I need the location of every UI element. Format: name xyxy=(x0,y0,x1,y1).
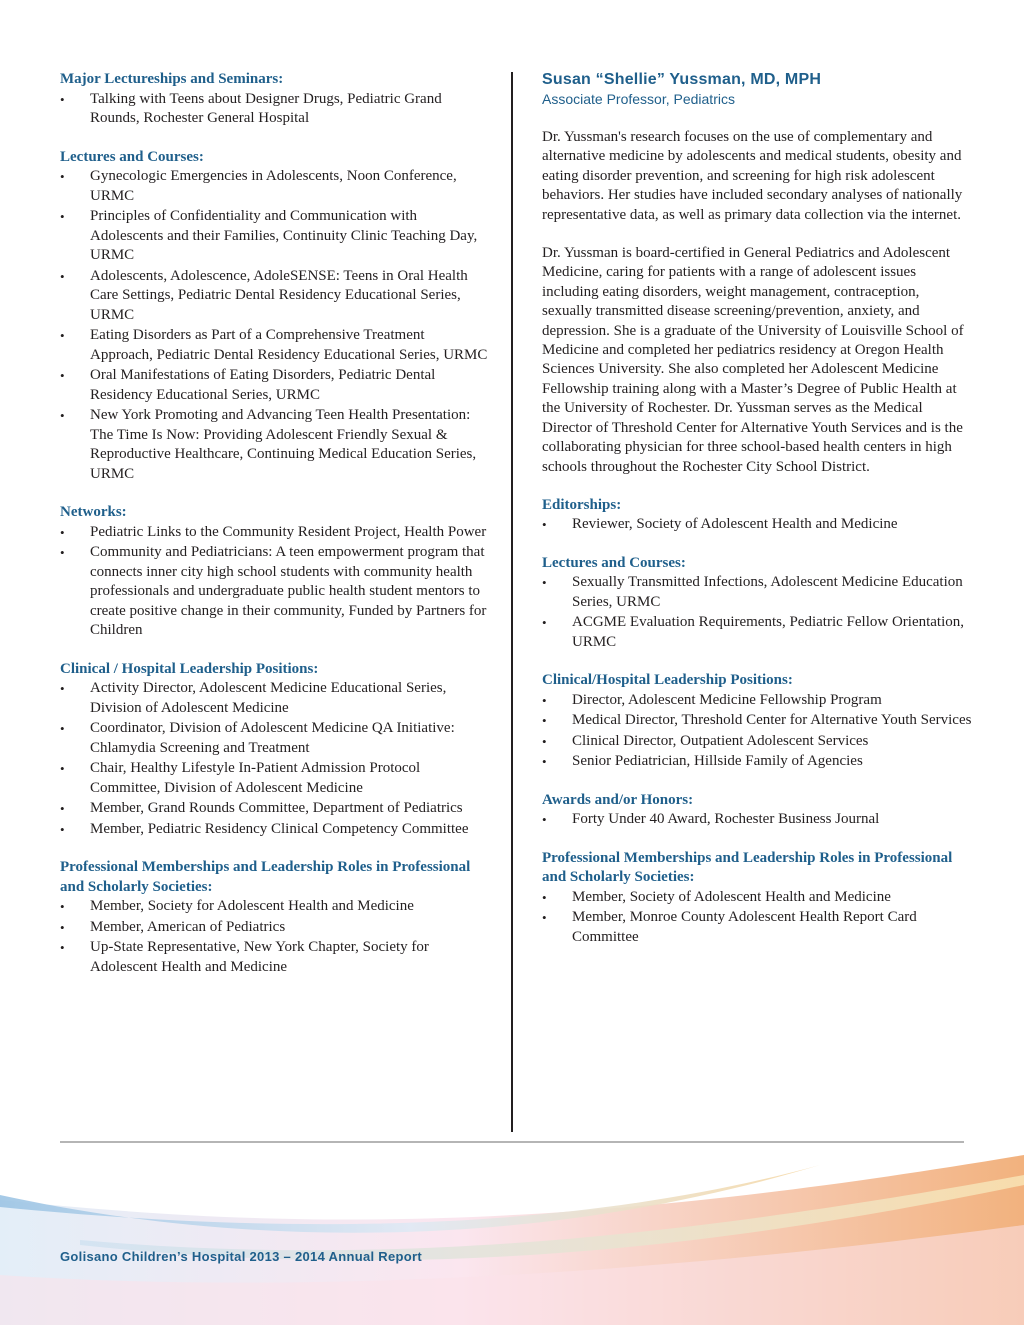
list-item xyxy=(60,938,490,977)
list-item-text: Talking with Teens about Designer Drugs, Pediatric Grand Rounds, Rochester General Hospital xyxy=(90,90,442,126)
list-item xyxy=(60,366,490,405)
bullet-icon: • xyxy=(60,821,65,837)
list-item-text: Member, Grand Rounds Committee, Department of Pediatrics xyxy=(90,800,463,816)
list-item-text: Up-State Representative, New York Chapter, Society for Adolescent Health and Medicine xyxy=(90,939,429,975)
faculty-role: Associate Professor, Pediatrics xyxy=(542,91,735,107)
section-heading: Professional Memberships and Leadership Roles in Professional and Scholarly Societies: xyxy=(60,859,471,895)
list-item xyxy=(542,752,972,772)
bullet-list xyxy=(60,90,490,129)
list-item xyxy=(60,759,490,798)
section-heading: Major Lectureships and Seminars: xyxy=(60,71,284,87)
right-section xyxy=(542,791,972,830)
bullet-icon: • xyxy=(60,919,65,935)
list-item-text: Senior Pediatrician, Hillside Family of Agencies xyxy=(572,753,863,770)
bullet-icon: • xyxy=(60,408,65,423)
section-heading: Editorships: xyxy=(542,496,622,513)
bullet-icon: • xyxy=(542,812,547,828)
list-item xyxy=(60,406,490,484)
bullet-icon: • xyxy=(60,801,65,816)
section-heading: Awards and/or Honors: xyxy=(542,791,694,808)
left-column xyxy=(60,70,490,996)
bullet-icon: • xyxy=(60,899,65,914)
section-heading: Clinical / Hospital Leadership Positions: xyxy=(60,660,319,677)
bullet-list xyxy=(542,888,972,948)
list-item-text: Member, Monroe County Adolescent Health Report Card Committee xyxy=(572,909,917,945)
section-heading: Lectures and Courses: xyxy=(542,554,686,571)
list-item-text: Medical Director, Threshold Center for Alternative Youth Services xyxy=(572,712,972,729)
list-item-text: Member, American of Pediatrics xyxy=(90,918,286,935)
list-item-text: Principles of Confidentiality and Communication with Adolescents and their Families, Continuity Clinic Teaching Day, URMC xyxy=(90,208,478,263)
bullet-icon: • xyxy=(542,692,547,708)
faculty-name: Susan “Shellie” Yussman, MD, MPH xyxy=(542,71,822,88)
right-section xyxy=(542,554,972,653)
right-section xyxy=(542,849,972,948)
list-item-text: Eating Disorders as Part of a Comprehensive Treatment Approach, Pediatric Dental Residency Educational Series, URMC xyxy=(90,327,488,363)
list-item xyxy=(60,719,490,758)
bullet-icon: • xyxy=(542,575,547,591)
list-item xyxy=(542,732,972,752)
bullet-icon: • xyxy=(60,91,65,107)
list-item-text: Pediatric Links to the Community Resident Project, Health Power xyxy=(90,523,487,540)
bullet-list xyxy=(60,167,490,484)
list-item xyxy=(542,810,972,830)
bullet-icon: • xyxy=(60,328,65,343)
section-heading: Lectures and Courses: xyxy=(60,148,204,165)
list-item xyxy=(60,820,490,840)
bullet-icon: • xyxy=(60,209,65,224)
list-item-text: Member, Society for Adolescent Health and Medicine xyxy=(90,898,414,914)
list-item xyxy=(542,711,972,731)
bullet-list xyxy=(60,523,490,641)
bullet-list xyxy=(542,810,972,830)
right-section xyxy=(542,496,972,535)
list-item-text: Adolescents, Adolescence, AdoleSENSE: Teens in Oral Health Care Settings, Pediatric Dental Residency Educational Series, URMC xyxy=(90,267,468,323)
list-item-text: Chair, Healthy Lifestyle In-Patient Admission Protocol Committee, Division of Adolescent Medicine xyxy=(90,760,421,796)
footer-rule xyxy=(60,1141,964,1143)
bullet-icon: • xyxy=(60,169,65,184)
list-item xyxy=(60,90,490,129)
bullet-icon: • xyxy=(60,681,65,696)
list-item-text: Community and Pediatricians: A teen empowerment program that connects inner city high school students with community health professionals and undergraduate public health student mentors to create positive change in their community, Funded by Partners for Children xyxy=(90,544,487,638)
bullet-icon: • xyxy=(60,268,65,284)
bullet-icon: • xyxy=(542,517,547,533)
list-item xyxy=(60,207,490,266)
list-item xyxy=(60,897,490,917)
bullet-icon: • xyxy=(542,733,547,749)
footer-wave-graphic xyxy=(0,1145,1024,1325)
list-item-text: Gynecologic Emergencies in Adolescents, Noon Conference, URMC xyxy=(90,168,457,204)
left-section xyxy=(60,70,490,129)
list-item-text: Member, Pediatric Residency Clinical Competency Committee xyxy=(90,820,469,837)
bullet-list xyxy=(542,691,972,772)
list-item-text: Oral Manifestations of Eating Disorders, Pediatric Dental Residency Educational Series, URMC xyxy=(90,367,436,403)
bullet-icon: • xyxy=(60,368,65,383)
left-section xyxy=(60,660,490,840)
bio-paragraph-research: Dr. Yussman's research focuses on the use of complementary and alternative medicine by adolescents and medical students, obesity and eating disorder prevention, and screening for high risk adolescent behaviors. Her studies have included secondary analyses of nationally representative data, as well as primary data collection via the internet. xyxy=(542,129,963,223)
bullet-icon: • xyxy=(60,721,65,736)
list-item-text: Forty Under 40 Award, Rochester Business Journal xyxy=(572,811,880,828)
right-column xyxy=(542,70,972,966)
left-section xyxy=(60,148,490,485)
list-item xyxy=(60,799,490,819)
list-item xyxy=(60,523,490,543)
list-item xyxy=(60,267,490,326)
bullet-list xyxy=(542,515,972,535)
section-heading: Professional Memberships and Leadership Roles in Professional and Scholarly Societies: xyxy=(542,849,953,886)
list-item-text: Director, Adolescent Medicine Fellowship Program xyxy=(572,691,882,708)
bio-paragraph-clinical: Dr. Yussman is board-certified in General Pediatrics and Adolescent Medicine, caring for patients with a range of adolescent issues including eating disorders, weight management, contraception, sexually transmitted disease screening/prevention, anxiety, and depression. She is a graduate of the University of Louisville School of Medicine and completed her pediatrics residency at Oregon Health Sciences University. She also completed her Adolescent Medicine Fellowship training along with a Master’s Degree of Public Health at the University of Rochester. Dr. Yussman serves as the Medical Director of Threshold Center for Alternative Youth Services and is the collaborating physician for three school-based health centers in high schools throughout the Rochester City School District. xyxy=(542,245,964,475)
right-sections xyxy=(542,496,972,948)
list-item-text: Clinical Director, Outpatient Adolescent Services xyxy=(572,732,869,749)
list-item xyxy=(60,167,490,206)
bullet-icon: • xyxy=(542,889,547,905)
list-item xyxy=(542,691,972,711)
list-item xyxy=(542,888,972,908)
bullet-icon: • xyxy=(60,940,65,955)
section-heading: Clinical/Hospital Leadership Positions: xyxy=(542,672,793,689)
list-item xyxy=(542,515,972,535)
list-item-text: ACGME Evaluation Requirements, Pediatric Fellow Orientation, URMC xyxy=(572,614,965,650)
list-item-text: Coordinator, Division of Adolescent Medicine QA Initiative: Chlamydia Screening and Treatment xyxy=(90,720,455,756)
list-item-text: Reviewer, Society of Adolescent Health and Medicine xyxy=(572,516,898,533)
column-divider xyxy=(511,72,513,1132)
bullet-icon: • xyxy=(542,713,547,729)
list-item xyxy=(60,543,490,641)
list-item xyxy=(60,918,490,938)
list-item xyxy=(60,679,490,718)
bullet-icon: • xyxy=(542,615,547,631)
bullet-list xyxy=(60,897,490,977)
list-item xyxy=(542,573,972,612)
bullet-icon: • xyxy=(542,754,547,770)
bullet-icon: • xyxy=(60,545,65,560)
bullet-icon: • xyxy=(542,910,547,926)
bullet-list xyxy=(60,679,490,839)
list-item-text: Member, Society of Adolescent Health and Medicine xyxy=(572,888,891,905)
left-section xyxy=(60,858,490,977)
right-section xyxy=(542,671,972,772)
list-item-text: Sexually Transmitted Infections, Adolescent Medicine Education Series, URMC xyxy=(572,574,963,610)
bullet-icon: • xyxy=(60,524,65,540)
left-sections xyxy=(60,70,490,977)
list-item xyxy=(542,908,972,947)
bullet-icon: • xyxy=(60,761,65,776)
bullet-list xyxy=(542,573,972,652)
list-item-text: Activity Director, Adolescent Medicine Educational Series, Division of Adolescent Medicine xyxy=(90,680,447,716)
left-section xyxy=(60,503,490,641)
list-item xyxy=(542,613,972,652)
section-heading: Networks: xyxy=(60,504,127,520)
footer-report-title: Golisano Children’s Hospital 2013 – 2014 Annual Report xyxy=(60,1249,422,1264)
list-item-text: New York Promoting and Advancing Teen Health Presentation: The Time Is Now: Providing Adolescent Friendly Sexual & Reproductive Healthcare, Continuing Medical Education Series, URMC xyxy=(90,407,477,482)
list-item xyxy=(60,326,490,365)
